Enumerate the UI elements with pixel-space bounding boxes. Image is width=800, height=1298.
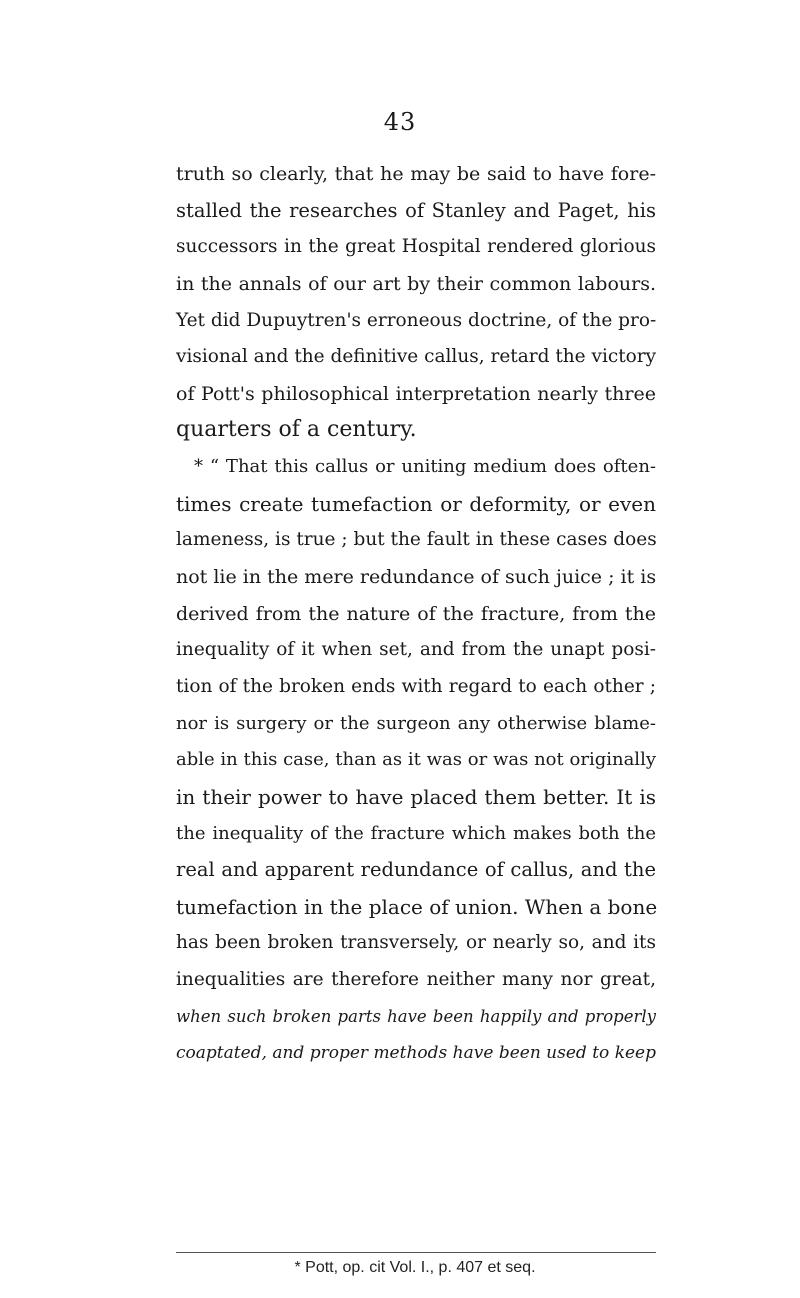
footnote-divider bbox=[176, 1252, 656, 1253]
text-line: truth so clearly, that he may be said to have fore- bbox=[176, 163, 656, 185]
footnote: * Pott, op. cit Vol. I., p. 407 et seq. bbox=[294, 1259, 536, 1276]
text-line: inequality of it when set, and from the unapt posi- bbox=[176, 639, 656, 661]
text-line: has been broken transversely, or nearly so, and its bbox=[176, 932, 656, 954]
text-line: quarters of a century. bbox=[176, 417, 417, 443]
text-line: derived from the nature of the fracture, from the bbox=[176, 602, 656, 625]
text-line: the inequality of the fracture which makes both the bbox=[176, 822, 656, 844]
text-line: of Pott's philosophical interpretation nearly three bbox=[176, 382, 656, 405]
text-line: able in this case, than as it was or was not originally bbox=[176, 749, 656, 771]
text-line: stalled the researches of Stanley and Paget, his bbox=[176, 198, 656, 222]
text-line: tumefaction in the place of union. When a bone bbox=[176, 894, 658, 919]
text-line: times create tumefaction or deformity, or even bbox=[176, 491, 656, 516]
text-line: * “ That this callus or uniting medium does often- bbox=[194, 456, 656, 478]
text-line: in the annals of our art by their common labours. bbox=[176, 272, 656, 295]
text-line: visional and the definitive callus, retard the victory bbox=[176, 346, 657, 368]
text-line: not lie in the mere redundance of such juice ; it is bbox=[176, 566, 657, 589]
body-text bbox=[176, 156, 656, 1072]
text-line: nor is surgery or the surgeon any otherwise blame- bbox=[176, 712, 656, 734]
text-line: in their power to have placed them better. It is bbox=[176, 784, 656, 809]
text-line: successors in the great Hospital rendered glorious bbox=[176, 236, 656, 258]
text-line: inequalities are therefore neither many nor great, bbox=[176, 969, 656, 991]
text-line: real and apparent redundance of callus, and the bbox=[176, 858, 656, 882]
text-line: tion of the broken ends with regard to each other ; bbox=[176, 675, 656, 697]
text-line: when such broken parts have been happily and properly bbox=[176, 1006, 656, 1026]
text-line: coaptated, and proper methods have been used to keep bbox=[176, 1043, 656, 1064]
text-line: lameness, is true ; but the fault in these cases does bbox=[176, 529, 657, 551]
text-line: Yet did Dupuytren's erroneous doctrine, of the pro- bbox=[176, 309, 657, 331]
page-number: 43 bbox=[383, 108, 417, 136]
